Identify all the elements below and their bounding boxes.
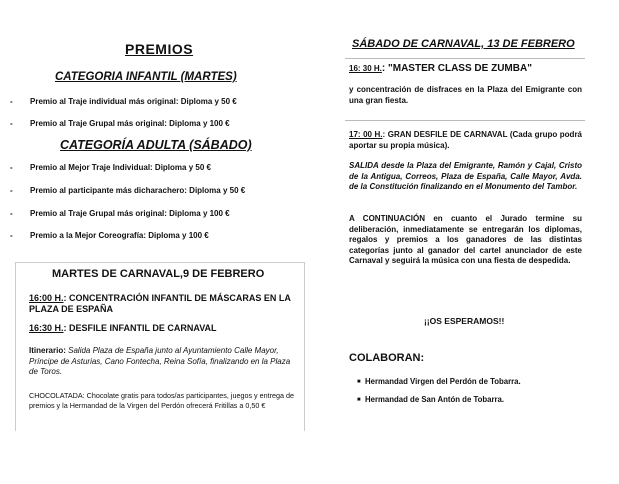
prize-text: Premio al participante más dicharachero: Diploma y 50 €	[30, 186, 246, 195]
continuacion: A CONTINUACIÓN en cuanto el Jurado termine su deliberación, inmediatamente se entregarán los diplomas, regalos y premios a los ganadores de las distintas categorías junto al ganador del cartel anunciador de este Carnaval y seguirá la música con una fiesta de despedida.	[349, 214, 582, 265]
dash-bullet: -	[10, 231, 13, 240]
event-concentracion	[29, 293, 297, 315]
dash-bullet: -	[10, 186, 13, 195]
itinerario-text: Salida Plaza de España junto al Ayuntamiento Calle Mayor, Príncipe de Asturias, Cano Fontecha, Reina Sofía, finalizando en la Plaza de Toros.	[29, 346, 291, 376]
rule-top	[345, 58, 585, 59]
colaboran-title: COLABORAN:	[349, 352, 425, 364]
prize-item	[10, 163, 211, 172]
square-bullet-icon: ■	[357, 379, 361, 385]
prize-text: Premio al Traje individual más original: Diploma y 50 €	[30, 97, 237, 106]
prize-item	[10, 186, 245, 195]
event-time: 16:30 H.	[29, 323, 64, 333]
esperamos: ¡¡OS ESPERAMOS!!	[424, 316, 505, 326]
event-text: : DESFILE INFANTIL DE CARNAVAL	[63, 323, 217, 333]
event-desfile-infantil	[29, 323, 297, 334]
premios-title: PREMIOS	[125, 41, 194, 57]
dash-bullet: -	[10, 97, 13, 106]
prize-item	[10, 119, 230, 128]
event-text: : CONCENTRACIÓN INFANTIL DE MÁSCARAS EN LA PLAZA DE ESPAÑA	[29, 293, 291, 314]
categoria-adulta-heading: CATEGORÍA ADULTA (SÁBADO)	[60, 138, 252, 152]
zumba-title: : "MASTER CLASS DE ZUMBA"	[381, 63, 532, 74]
sabado-title: SÁBADO DE CARNAVAL, 13 DE FEBRERO	[352, 38, 575, 50]
prize-item	[10, 231, 209, 240]
colaboran-text: Hermandad Virgen del Perdón de Tobarra.	[365, 377, 521, 386]
dash-bullet: -	[10, 119, 13, 128]
event-time: 16:00 H.	[29, 293, 64, 303]
zumba-desc: y concentración de disfraces en la Plaza del Emigrante con una gran fiesta.	[349, 85, 582, 105]
prize-text: Premio al Traje Grupal más original: Diploma y 100 €	[30, 209, 230, 218]
itinerario-label: Itinerario:	[29, 346, 66, 355]
salida-route: SALIDA desde la Plaza del Emigrante, Ramón y Cajal, Cristo de la Antigua, Correos, Plaza de España, Calle Mayor, Avda. de la Constitución finalizando en el Monumento del Tambor.	[349, 161, 582, 191]
event-time: 17: 00 H.	[349, 130, 383, 139]
dash-bullet: -	[10, 163, 13, 172]
prize-text: Premio al Mejor Traje Individual: Diploma y 50 €	[30, 163, 211, 172]
square-bullet-icon: ■	[357, 397, 361, 403]
rule-mid	[345, 120, 585, 121]
prize-item	[10, 97, 237, 106]
event-zumba	[349, 64, 582, 75]
colaboran-text: Hermandad de San Antón de Tobarra.	[365, 395, 505, 404]
event-time: 16: 30 H.	[349, 64, 382, 73]
prize-text: Premio a la Mejor Coreografía: Diploma y 100 €	[30, 231, 209, 240]
prize-text: Premio al Traje Grupal más original: Diploma y 100 €	[30, 119, 230, 128]
colaboran-item	[357, 395, 504, 404]
dash-bullet: -	[10, 209, 13, 218]
itinerario	[29, 346, 295, 378]
categoria-infantil-heading: CATEGORIA INFANTIL (MARTES)	[55, 71, 237, 83]
chocolatada: CHOCOLATADA: Chocolate gratis para todos/as participantes, juegos y entrega de premios y la Hermandad de la Virgen del Perdón ofrecerá Fritillas a 0,50 €	[29, 391, 295, 410]
event-gran-desfile	[349, 130, 582, 151]
prize-item	[10, 209, 230, 218]
event-text: : GRAN DESFILE DE CARNAVAL (Cada grupo podrá aportar su propia música).	[349, 130, 583, 150]
colaboran-item	[357, 377, 521, 386]
martes-title: MARTES DE CARNAVAL,9 DE FEBRERO	[52, 268, 265, 280]
